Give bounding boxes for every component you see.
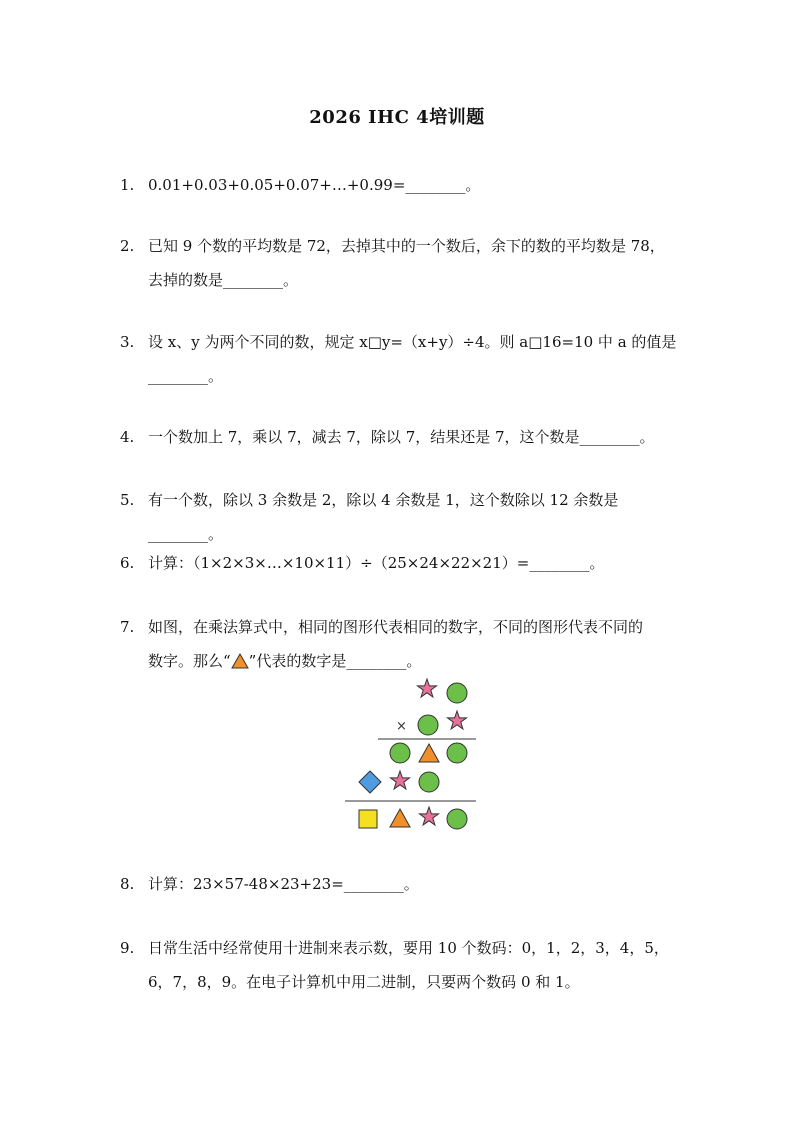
triangle-icon [231,653,249,669]
question-text: 设 x、y 为两个不同的数，规定 x□y=（x+y）÷4。则 a□16=10 中 a 的值是 [148,333,677,351]
question-5 [120,483,680,551]
question-2 [120,229,680,297]
times-sign: × [396,719,407,734]
star-icon [391,771,410,789]
question-4 [120,420,680,454]
question-text: 6，7，8，9。在电子计算机中用二进制，只要两个数码 0 和 1。 [148,973,580,991]
question-9 [120,931,680,999]
question-number: 8. [120,875,135,893]
circle-icon [447,809,467,829]
question-text: 0.01+0.03+0.05+0.07+…+0.99=________。 [148,176,481,194]
question-number: 5. [120,491,135,509]
question-number: 7. [120,618,135,636]
circle-icon [447,743,467,763]
question-text: 如图，在乘法算式中，相同的图形代表相同的数字，不同的图形代表不同的 [148,618,644,636]
question-8 [120,867,680,901]
page-title: 2026 IHC 4培训题 [309,107,485,128]
question-number: 9. [120,939,135,957]
question-text: 计算：23×57-48×23+23=________。 [148,875,419,893]
question-text: 有一个数，除以 3 余数是 2，除以 4 余数是 1，这个数除以 12 余数是________。 [148,491,619,543]
triangle-icon [419,744,439,762]
question-number: 6. [120,554,135,572]
question-number: 1. [120,176,135,194]
question-1 [120,168,680,202]
question-text: 计算：（1×2×3×…×10×11）÷（25×24×22×21）=________。 [148,554,605,572]
question-number: 4. [120,428,135,446]
circle-icon [418,715,438,735]
diamond-icon [359,771,381,793]
question-text: ”代表的数字是________。 [248,652,422,670]
star-icon [448,711,467,729]
question-text: 一个数加上 7，乘以 7，减去 7，除以 7，结果还是 7，这个数是________。 [148,428,655,446]
question-text: 已知 9 个数的平均数是 72，去掉其中的一个数后，余下的数的平均数是 78， [148,237,665,255]
triangle-icon [390,809,410,827]
star-icon [420,807,439,825]
question-text: 日常生活中经常使用十进制来表示数，要用 10 个数码：0，1，2，3，4，5， [148,939,669,957]
circle-icon [447,683,467,703]
question-text: ________。 [148,367,224,385]
multiplication-figure [340,676,490,836]
star-icon [418,679,437,697]
question-text-line [148,644,680,678]
question-number: 2. [120,237,135,255]
question-7 [120,610,680,678]
question-number: 3. [120,333,135,351]
question-6 [120,546,680,580]
question-3 [120,325,680,393]
question-text: 去掉的数是________。 [148,271,299,289]
square-icon [359,810,377,828]
question-text: 数字。那么“ [148,652,231,670]
circle-icon [419,772,439,792]
circle-icon [390,743,410,763]
